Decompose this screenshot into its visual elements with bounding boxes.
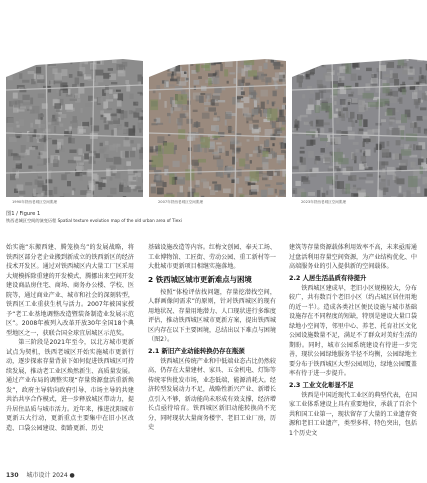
paragraph: 铁西是中国近现代工业区的典型代表，在国家工业体系建设上具有重要地位，承载了百余个共和国工业第一，现状留存了大量的工业遗存资源和老旧工业遗产，类型多样、特色突出，包括1个历史文 bbox=[289, 391, 417, 437]
subsection-heading: 2.3 工业文化彰显不足 bbox=[289, 380, 354, 389]
map-caption-2007: 2007年铁西老城区空间肌理 bbox=[158, 200, 204, 204]
paragraph: 第三阶段是2021年至今，以北方城市更新试点为契机，铁西老城区开始实施城市更新行动，逐步探索存量背景下如何促进铁西城区可持续发展，推动老工业区焕然新生、高质量发展。通过产业布局的调整实现“存量资源盘活重新焕发”，政府主导转向政府引导、市场主导的共建共治共享合作模式，进一步释放城区带动力，提升居住品质与城市活力。近年来，推进沈阳城市更新五大行动，更新重点主要集中在旧小区改造、口袋公园建设、街路更新、历史 bbox=[6, 339, 134, 432]
text-column-1 bbox=[6, 243, 134, 433]
journal-name: 城市设计 2024 ● bbox=[26, 472, 75, 479]
paragraph: 基础设施改造等内容。红梅文创园、奉天工场、工业博物馆、工匠街、劳动公园、重工新村等一大批城市更新项目相继实施落地。 bbox=[148, 244, 276, 270]
text-column-3 bbox=[289, 243, 417, 438]
figure-maps bbox=[6, 55, 421, 203]
paragraph: 铁西城区传统产业和中低端业态占比仍然较高，仍存在大量建材、家具、五金机电、灯饰等传统零售批发市场，业态低端，能源消耗大。经济转型发展动力不足，战略性新兴产业、新增长点引入不够，新动能尚未形成有效支撑，经济增长点亟待培育。铁西城区新旧动能转换尚不充分，同时现状大量商务楼宇、老旧工业厂房，历史 bbox=[148, 357, 276, 431]
map-1990 bbox=[6, 55, 143, 197]
paragraph: 建筑等存量资源载体利用效率不高，未来亟需通过盘活利用存量空间资源，为产业结构优化、中高端服务业的引入提供新的空间载体。 bbox=[289, 244, 417, 270]
figure-caption: 铁西老城区空间的演变历程 Spatial texture evolution map of the old urban area of Tiexi bbox=[6, 218, 182, 223]
subsection-heading: 2.1 新旧产业动能转换仍存在瓶颈 bbox=[148, 346, 245, 355]
subsection-heading: 2.2 人居生活品质有待提升 bbox=[289, 273, 367, 282]
map-caption-2023: 2023年铁西老城区空间肌理 bbox=[301, 200, 347, 204]
paragraph: 始实施“东搬西建、腾笼换鸟”的发展战略，将铁西区部分老企业搬到新成立的铁西新区的经济技术开发区。通过对铁西城区内大量工厂区采用大规模拆除重建的开发模式，腾挪出来空间开发建设商品房住宅、商场、商务办公楼、学校、医院等，通过商业产业、城市和社会的深刻转型，铁西区工业重获生机与活力。2007年被国家授予“老工业基地调整改造暨装备制造业发展示范区”。2008年被列入改革开放30年全国18个典型地区之一，获联合国全球宜居城区示范奖。 bbox=[6, 244, 134, 337]
paragraph: 按照“体检评估找问题，存量挖潜找空间，人群画像问需求”的原则，针对铁西城区的现有用地状况、存量用地潜力、人口现状进行多维度评估，推动铁西城区城市更新方案，提出铁西城区内存在以下主要困境，总结出以下难点与困境（图2）。 bbox=[148, 288, 276, 343]
page-number: 130 bbox=[6, 472, 19, 479]
page-footer bbox=[6, 470, 75, 479]
map-2007 bbox=[149, 55, 286, 197]
paragraph: 铁西城区建成早，老旧小区规模较大，分布较广，共有数百个老旧小区（约占城区居住用地的近一半）。造成各类社区便民设施与城市基础设施存在不同程度的短缺，特别是建设大量口袋绿地小空间等，邻里中心、养老、托育社区文化公园设施数量不足，满足不了群众对美好生活的期盼。同时，城市公园系统建设有待进一步完善，现状公园绿地服务半径不均衡，公园绿地主要分布于铁西城区大型公园周边，绿地公园覆盖率有待于进一步提升。 bbox=[289, 284, 417, 377]
text-column-2 bbox=[148, 243, 276, 433]
section-heading: 2 铁西城区城市更新难点与困境 bbox=[148, 274, 252, 284]
map-2023 bbox=[292, 55, 427, 197]
map-caption-1990: 1990年铁西老城区空间肌理 bbox=[12, 200, 58, 204]
figure-label: 图1 / Figure 1 bbox=[6, 211, 41, 217]
